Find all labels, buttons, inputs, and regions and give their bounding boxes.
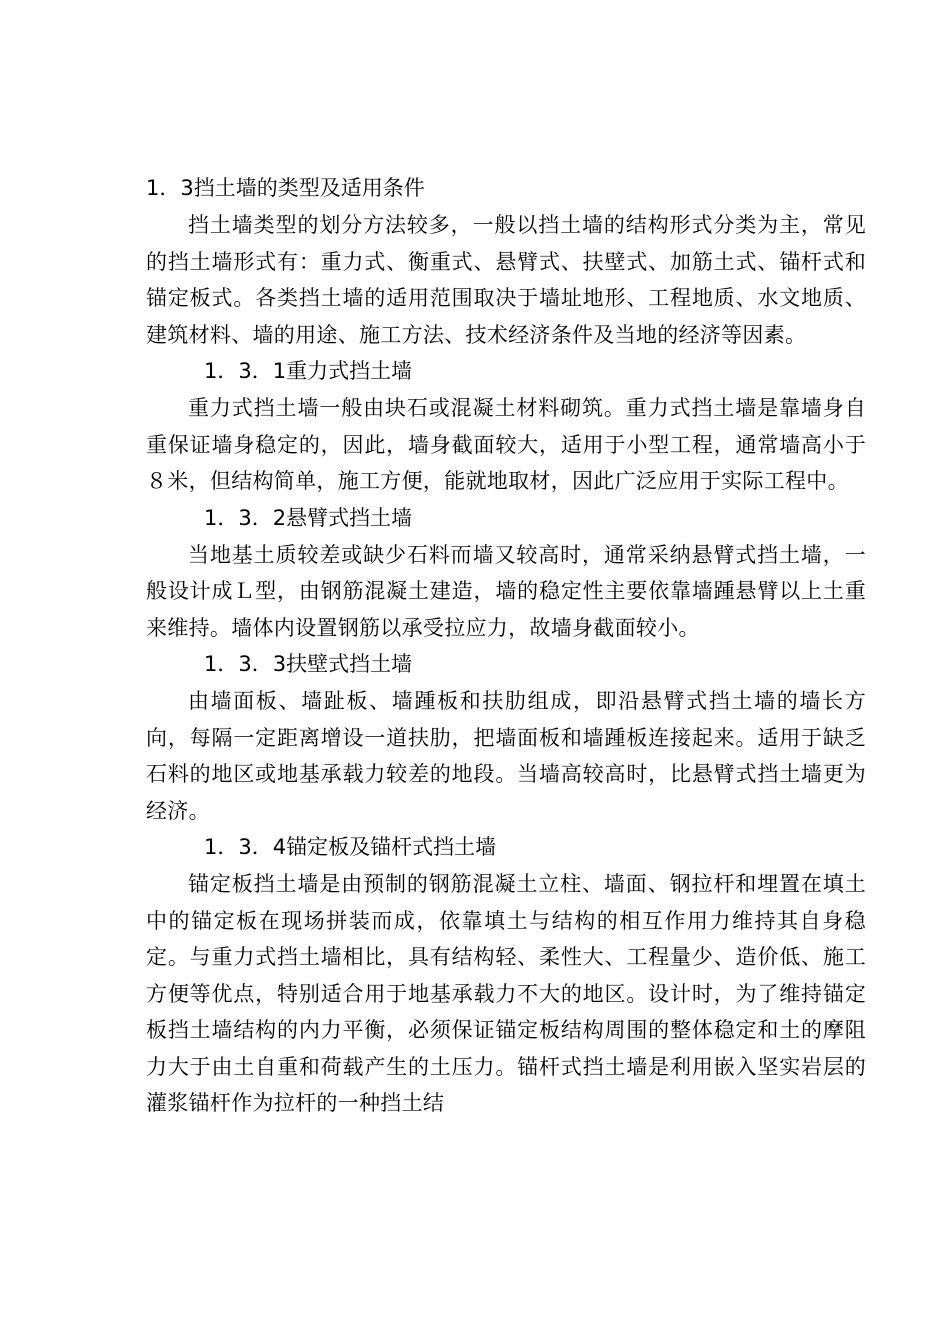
subsection-heading: 1．3．2悬臂式挡土墙 bbox=[204, 505, 413, 530]
section-paragraph: 挡土墙类型的划分方法较多，一般以挡土墙的结构形式分类为主，常见的挡土墙形式有：重力式、衡重式、悬臂式、扶壁式、加筋土式、锚杆式和锚定板式。各类挡土墙的适用范围取决于墙址地形、工程地质、水文地质、建筑材料、墙的用途、施工方法、技术经济条件及当地的经济等因素。 bbox=[146, 213, 866, 347]
subsection-heading: 1．3．1重力式挡土墙 bbox=[204, 359, 413, 383]
subsection-heading: 1．3．3扶壁式挡土墙 bbox=[204, 652, 413, 676]
subsection-paragraph: 当地基土质较差或缺少石料而墙又较高时，通常采纳悬臂式挡土墙，一般设计成Ｌ型，由钢筋混凝土建造，墙的稳定性主要依靠墙踵悬臂以上土重来维持。墙体内设置钢筋以承受拉应力，故墙身截面较小。 bbox=[146, 542, 866, 640]
section-heading: 1．3挡土墙的类型及适用条件 bbox=[146, 176, 425, 200]
subsection-paragraph: 由墙面板、墙趾板、墙踵板和扶肋组成，即沿悬臂式挡土墙的墙长方向，每隔一定距离增设一道扶肋，把墙面板和墙踵板连接起来。适用于缺乏石料的地区或地基承载力较差的地段。当墙高较高时，比悬臂式挡土墙更为经济。 bbox=[146, 689, 866, 823]
subsection-paragraph: 锚定板挡土墙是由预制的钢筋混凝土立柱、墙面、钢拉杆和埋置在填土中的锚定板在现场拼装而成，依靠填土与结构的相互作用力维持其自身稳定。与重力式挡土墙相比，具有结构轻、柔性大、工程量少、造价低、施工方便等优点，特别适合用于地基承载力不大的地区。设计时，为了维持锚定板挡土墙结构的内力平衡，必须保证锚定板结构周围的整体稳定和土的摩阻力大于由土自重和荷载产生的土压力。锚杆式挡土墙是利用嵌入坚实岩层的灌浆锚杆作为拉杆的一种挡土结 bbox=[146, 872, 866, 1115]
subsection-heading: 1．3．4锚定板及锚杆式挡土墙 bbox=[204, 835, 497, 859]
subsection-paragraph: 重力式挡土墙一般由块石或混凝土材料砌筑。重力式挡土墙是靠墙身自重保证墙身稳定的，因此，墙身截面较大，适用于小型工程，通常墙高小于８米，但结构简单，施工方便，能就地取材，因此广泛应用于实际工程中。 bbox=[146, 396, 866, 493]
document-body bbox=[146, 170, 866, 1122]
